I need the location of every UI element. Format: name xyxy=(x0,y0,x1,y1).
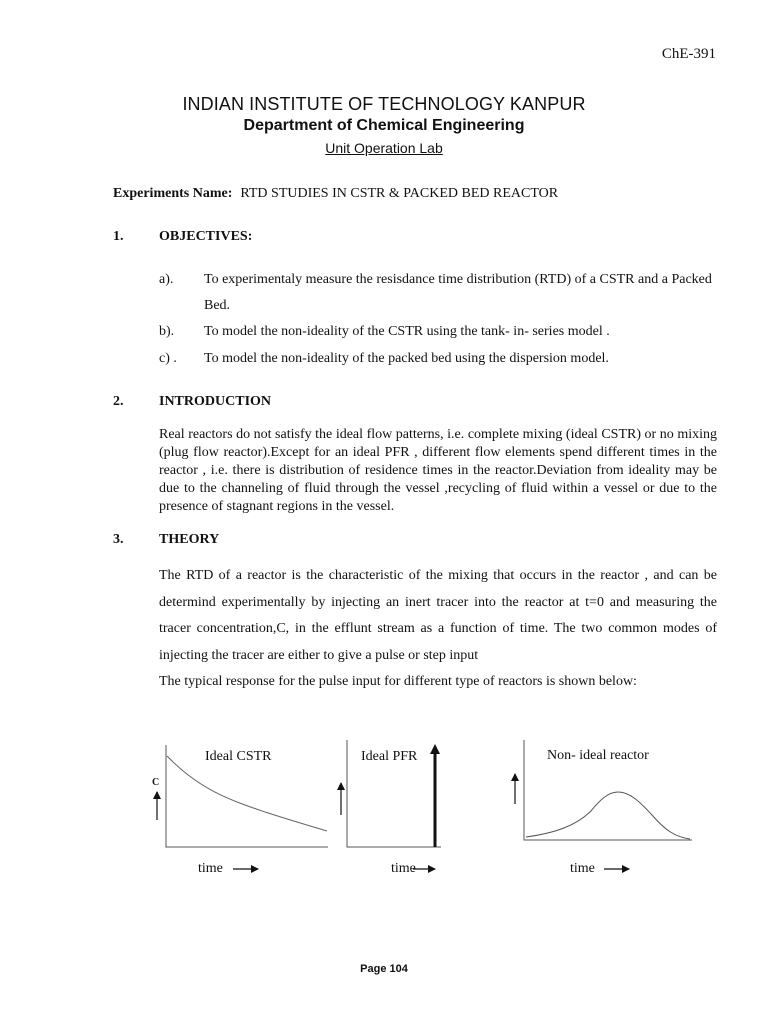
department-name: Department of Chemical Engineering xyxy=(243,117,525,134)
objective-marker: a). xyxy=(159,272,174,287)
objective-marker: b). xyxy=(159,324,175,339)
pfr-spike-arrow-icon xyxy=(430,744,440,754)
theory-paragraph xyxy=(159,563,717,696)
non-ideal-title: Non- ideal reactor xyxy=(547,748,649,763)
introduction-paragraph: Real reactors do not satisfy the ideal flow patterns, i.e. complete mixing (ideal CSTR) or no mixing (plug flow reactor).Except for an ideal PFR , different flow elements spend different times in the reactor , i.e. there is distribution of residence times in the reactor.Deviation from ideality may be due to the channeling of fluid through the vessel ,recycling of fluid within a vessel or due to the presence of stagnant regions in the vessel. xyxy=(159,427,717,514)
section-number-theory: 3. xyxy=(113,532,124,547)
document-header xyxy=(0,93,768,157)
rtd-response-figure xyxy=(0,730,768,890)
section-number-objectives: 1. xyxy=(113,229,124,244)
objective-text: To experimentaly measure the resisdance time distribution (RTD) of a CSTR and a Packed Bed. xyxy=(204,272,712,313)
course-code: ChE-391 xyxy=(661,46,716,62)
institute-name: INDIAN INSTITUTE OF TECHNOLOGY KANPUR xyxy=(182,94,586,114)
non-ideal-time-label: time xyxy=(570,861,595,876)
lab-name: Unit Operation Lab xyxy=(325,140,443,156)
cstr-time-label: time xyxy=(198,861,223,876)
experiment-name: RTD STUDIES IN CSTR & PACKED BED REACTOR xyxy=(240,186,559,201)
experiment-label: Experiments Name: xyxy=(113,186,233,201)
cstr-title: Ideal CSTR xyxy=(205,749,272,764)
panel-ideal-pfr xyxy=(341,740,441,876)
objective-text: To model the non-ideality of the CSTR using the tank- in- series model . xyxy=(204,324,610,339)
cstr-decay-curve xyxy=(167,756,327,831)
section-title-theory: THEORY xyxy=(159,532,220,547)
concentration-axis-label: C xyxy=(152,777,160,788)
page-number: Page 104 xyxy=(360,963,408,975)
section-title-introduction: INTRODUCTION xyxy=(159,394,272,409)
experiment-line xyxy=(113,186,558,202)
pfr-title: Ideal PFR xyxy=(361,749,418,764)
theory-text: The RTD of a reactor is the characteristic of the mixing that occurs in the reactor , and can be determind experimentally by injecting an inert tracer into the reactor at t=0 and measuring the tracer concentration,C, in the efflunt stream as a function of time. The two common modes of injecting the tracer are either to give a pulse or step input xyxy=(159,568,717,663)
pfr-time-label: time xyxy=(391,861,416,876)
panel-ideal-cstr xyxy=(152,745,328,876)
objective-text: To model the non-ideality of the packed bed using the dispersion model. xyxy=(204,351,609,366)
objective-marker: c) . xyxy=(159,351,177,366)
panel-non-ideal-reactor xyxy=(515,740,692,876)
non-ideal-response-curve xyxy=(526,792,690,839)
section-number-introduction: 2. xyxy=(113,394,124,409)
section-title-objectives: OBJECTIVES: xyxy=(159,229,253,244)
theory-text-figure-intro: The typical response for the pulse input for different type of reactors is shown below: xyxy=(159,674,637,689)
